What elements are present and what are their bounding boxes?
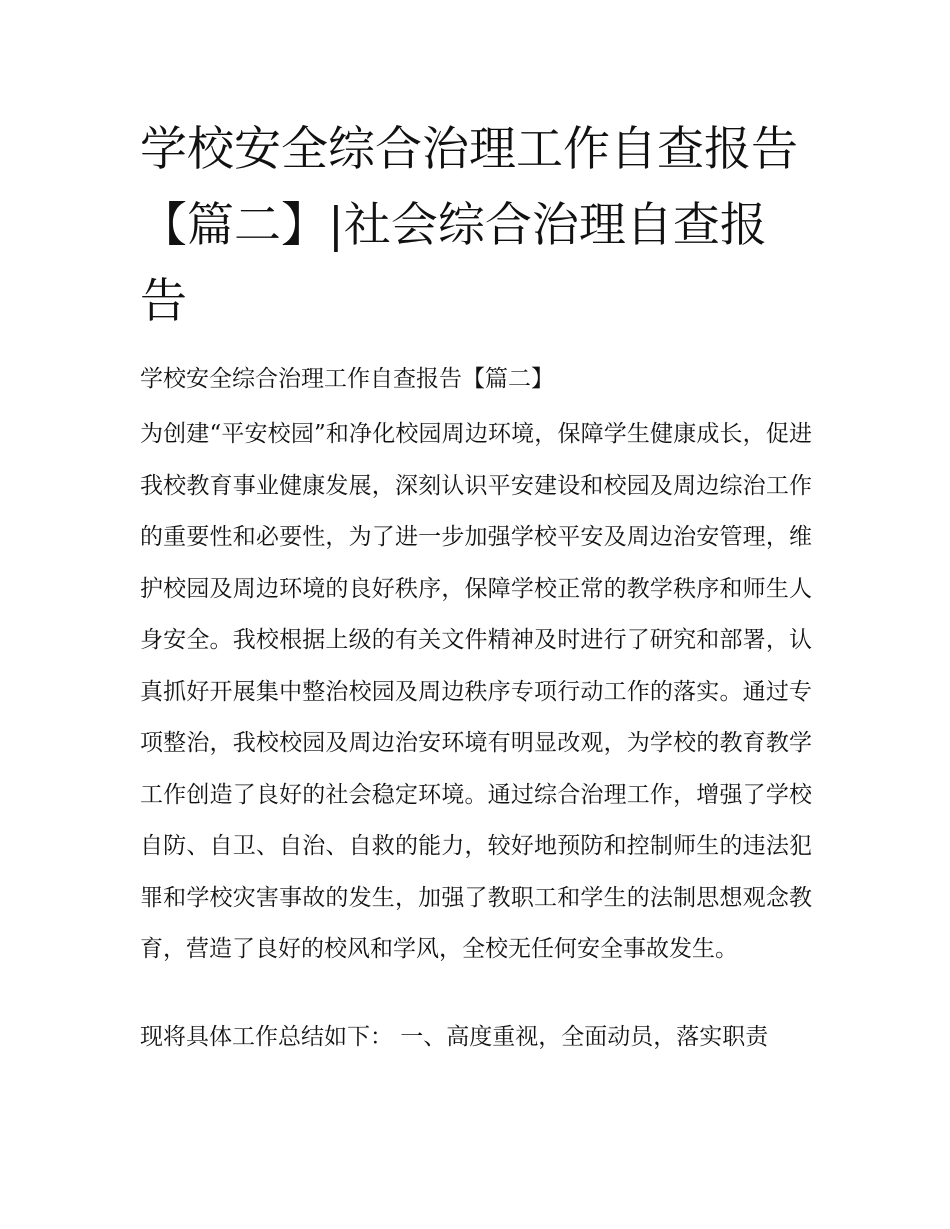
- document-subtitle: 学校安全综合治理工作自查报告【篇二】: [140, 366, 554, 392]
- summary-paragraph: 现将具体工作总结如下： 一、高度重视，全面动员，落实职责: [140, 1024, 769, 1050]
- document-title: 学校安全综合治理工作自查报告【篇二】|社会综合治理自查报告: [140, 122, 798, 329]
- body-paragraph: 为创建“平安校园”和净化校园周边环境，保障学生健康成长，促进我校教育事业健康发展，深刻认识平安建设和校园及周边综治工作的重要性和必要性，为了进一步加强学校平安及周边治安管理，维护校园及周边环境的良好秩序，保障学校正常的教学秩序和师生人身安全。我校根据上级的有关文件精神及时进行了研究和部署，认真抓好开展集中整治校园及周边秩序专项行动工作的落实。通过专项整治，我校校园及周边治安环境有明显改观，为学校的教育教学工作创造了良好的社会稳定环境。通过综合治理工作，增强了学校自防、自卫、自治、自救的能力，较好地预防和控制师生的违法犯罪和学校灾害事故的发生，加强了教职工和学生的法制思想观念教育，营造了良好的校风和学风，全校无任何安全事故发生。: [140, 421, 812, 962]
